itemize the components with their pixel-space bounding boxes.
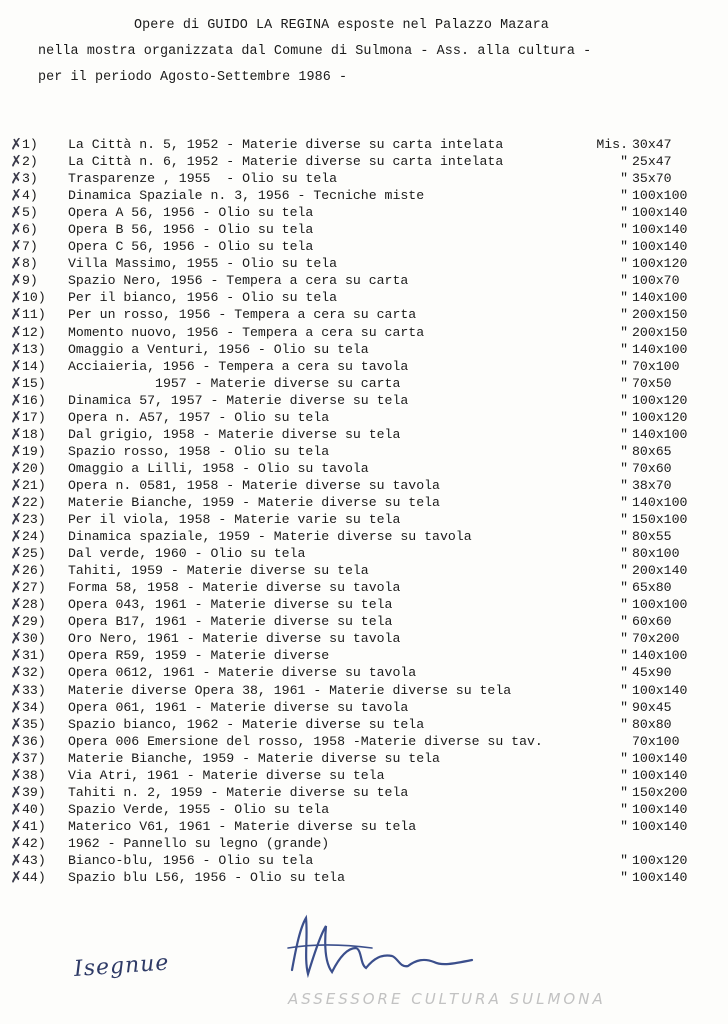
item-ditto-mark: " xyxy=(620,852,628,868)
list-item xyxy=(10,170,710,187)
item-number: 29) xyxy=(22,614,46,630)
list-item xyxy=(10,835,710,852)
item-size: 80x100 xyxy=(632,546,680,562)
item-ditto-mark: " xyxy=(620,597,628,613)
list-item xyxy=(10,460,710,477)
item-number: 39) xyxy=(22,784,46,800)
item-ditto-mark: " xyxy=(620,767,628,783)
item-title: Acciaieria, 1956 - Tempera a cera su tavola xyxy=(68,358,409,374)
check-mark-icon: ✗ xyxy=(9,321,24,342)
item-ditto-mark: " xyxy=(620,750,628,766)
item-size: 100x140 xyxy=(632,205,688,221)
item-number: 42) xyxy=(22,835,46,851)
item-number: 13) xyxy=(22,341,46,357)
item-size: 80x80 xyxy=(632,716,672,732)
list-item xyxy=(10,647,710,664)
item-title: Materie diverse Opera 38, 1961 - Materie diverse su tela xyxy=(68,682,512,698)
item-title: Omaggio a Venturi, 1956 - Olio su tela xyxy=(68,341,369,357)
item-size: 100x120 xyxy=(632,409,688,425)
item-size: 140x100 xyxy=(632,494,688,510)
list-item xyxy=(10,238,710,255)
item-number: 2) xyxy=(22,154,38,170)
list-item xyxy=(10,511,710,528)
item-ditto-mark: " xyxy=(620,171,628,187)
check-mark-icon: ✗ xyxy=(9,645,24,666)
item-number: 33) xyxy=(22,682,46,698)
item-ditto-mark: " xyxy=(620,205,628,221)
item-ditto-mark: " xyxy=(620,307,628,323)
item-size: 140x100 xyxy=(632,341,688,357)
check-mark-icon: ✗ xyxy=(9,390,24,410)
check-mark-icon: ✗ xyxy=(9,287,24,308)
item-size: 100x140 xyxy=(632,818,688,834)
check-mark-icon: ✗ xyxy=(9,475,24,495)
item-size: 65x80 xyxy=(632,580,672,596)
check-mark-icon: ✗ xyxy=(9,816,24,836)
header-line-1: Opere di GUIDO LA REGINA esposte nel Palazzo Mazara xyxy=(134,18,549,33)
list-item xyxy=(10,272,710,289)
item-size: 30x47 xyxy=(632,137,672,152)
item-title: Dinamica Spaziale n. 3, 1956 - Tecniche miste xyxy=(68,188,425,204)
item-ditto-mark: " xyxy=(620,392,628,408)
check-mark-icon: ✗ xyxy=(9,662,24,683)
item-ditto-mark: " xyxy=(620,529,628,545)
item-number: 28) xyxy=(22,597,46,613)
item-title: Oro Nero, 1961 - Materie diverse su tavola xyxy=(68,631,401,647)
item-size: 140x100 xyxy=(632,290,688,306)
list-item xyxy=(10,801,710,818)
check-mark-icon: ✗ xyxy=(9,782,24,802)
item-size: 80x65 xyxy=(632,443,672,459)
item-size: 100x140 xyxy=(632,870,688,886)
list-item xyxy=(10,392,710,409)
list-item xyxy=(10,784,710,801)
item-ditto-mark: " xyxy=(620,290,628,306)
item-number: 19) xyxy=(22,443,46,459)
item-size: 150x200 xyxy=(632,784,688,800)
item-number: 41) xyxy=(22,818,46,834)
item-size: 100x120 xyxy=(632,392,688,408)
list-item xyxy=(10,255,710,272)
list-item xyxy=(10,426,710,443)
list-item xyxy=(10,733,710,750)
item-ditto-mark: " xyxy=(620,154,628,170)
item-title: Spazio rosso, 1958 - Olio su tela xyxy=(68,443,330,459)
item-ditto-mark: " xyxy=(620,546,628,562)
item-size: 70x200 xyxy=(632,631,680,647)
item-number: 11) xyxy=(22,307,46,323)
item-size: 100x140 xyxy=(632,801,688,817)
list-item xyxy=(10,409,710,426)
list-item xyxy=(10,545,710,562)
check-mark-icon: ✗ xyxy=(9,458,24,478)
check-mark-icon: ✗ xyxy=(9,134,24,154)
check-mark-icon: ✗ xyxy=(9,560,24,580)
item-number: 36) xyxy=(22,733,46,749)
item-title: 1957 - Materie diverse su carta xyxy=(68,375,401,391)
item-number: 6) xyxy=(22,222,38,238)
item-number: 16) xyxy=(22,392,46,408)
item-number: 18) xyxy=(22,426,46,442)
item-number: 21) xyxy=(22,477,46,493)
list-item xyxy=(10,187,710,204)
item-number: 40) xyxy=(22,801,46,817)
item-size: 70x60 xyxy=(632,460,672,476)
item-number: 25) xyxy=(22,546,46,562)
item-title: Tahiti, 1959 - Materie diverse su tela xyxy=(68,563,369,579)
item-number: 10) xyxy=(22,290,46,306)
item-title: Via Atri, 1961 - Materie diverse su tela xyxy=(68,767,385,783)
item-title: Momento nuovo, 1956 - Tempera a cera su carta xyxy=(68,324,425,340)
item-title: Opera n. A57, 1957 - Olio su tela xyxy=(68,409,330,425)
check-mark-icon: ✗ xyxy=(9,168,24,188)
item-ditto-mark: " xyxy=(620,426,628,442)
check-mark-icon: ✗ xyxy=(9,833,24,853)
item-ditto-mark: " xyxy=(620,818,628,834)
item-ditto-mark: " xyxy=(620,563,628,579)
item-title: Opera B 56, 1956 - Olio su tela xyxy=(68,222,314,238)
item-number: 31) xyxy=(22,648,46,664)
item-size: 70x50 xyxy=(632,375,672,391)
item-ditto-mark: " xyxy=(620,580,628,596)
item-title: Forma 58, 1958 - Materie diverse su tavola xyxy=(68,580,401,596)
item-ditto-mark: " xyxy=(620,188,628,204)
item-ditto-mark: " xyxy=(620,358,628,374)
list-item xyxy=(10,204,710,221)
item-title: Trasparenze , 1955 - Olio su tela xyxy=(68,171,338,187)
check-mark-icon: ✗ xyxy=(9,765,24,785)
item-number: 27) xyxy=(22,580,46,596)
list-item xyxy=(10,358,710,375)
item-ditto-mark: " xyxy=(620,716,628,732)
item-ditto-mark: " xyxy=(620,682,628,698)
item-ditto-mark: " xyxy=(620,494,628,510)
check-mark-icon: ✗ xyxy=(9,151,24,171)
item-title: Spazio blu L56, 1956 - Olio su tela xyxy=(68,870,345,886)
item-size: 140x100 xyxy=(632,648,688,664)
list-item xyxy=(10,136,710,153)
item-title: Per un rosso, 1956 - Tempera a cera su carta xyxy=(68,307,417,323)
item-title: Dinamica 57, 1957 - Materie diverse su tela xyxy=(68,392,409,408)
item-size: 80x55 xyxy=(632,529,672,545)
item-number: 3) xyxy=(22,171,38,187)
check-mark-icon: ✗ xyxy=(9,270,24,291)
check-mark-icon: ✗ xyxy=(9,543,24,563)
item-title: Opera R59, 1959 - Materie diverse xyxy=(68,648,330,664)
check-mark-icon: ✗ xyxy=(9,714,24,734)
item-ditto-mark: " xyxy=(620,614,628,630)
item-ditto-mark: " xyxy=(620,460,628,476)
item-ditto-mark: " xyxy=(620,239,628,255)
list-item xyxy=(10,596,710,613)
document-header xyxy=(38,13,698,91)
item-number: 44) xyxy=(22,870,46,886)
item-number: 43) xyxy=(22,852,46,868)
item-title: Bianco-blu, 1956 - Olio su tela xyxy=(68,852,314,868)
check-mark-icon: ✗ xyxy=(9,628,24,649)
check-mark-icon: ✗ xyxy=(9,594,24,614)
header-line-2: nella mostra organizzata dal Comune di Sulmona - Ass. alla cultura - xyxy=(38,44,592,59)
list-item xyxy=(10,221,710,238)
list-item xyxy=(10,375,710,392)
item-ditto-mark: " xyxy=(620,665,628,681)
item-number: 32) xyxy=(22,665,46,681)
item-size: 70x100 xyxy=(632,733,680,749)
item-number: 15) xyxy=(22,375,46,391)
check-mark-icon: ✗ xyxy=(9,679,24,700)
check-mark-icon: ✗ xyxy=(9,850,24,870)
list-item xyxy=(10,750,710,767)
item-size: 100x140 xyxy=(632,682,688,698)
check-mark-icon: ✗ xyxy=(9,731,24,751)
item-number: 8) xyxy=(22,256,38,272)
item-ditto-mark: " xyxy=(620,699,628,715)
item-size: 35x70 xyxy=(632,171,672,187)
item-number: 9) xyxy=(22,273,38,289)
check-mark-icon: ✗ xyxy=(9,356,24,376)
check-mark-icon: ✗ xyxy=(9,202,24,222)
item-number: 38) xyxy=(22,767,46,783)
list-item xyxy=(9,321,710,342)
check-mark-icon: ✗ xyxy=(9,509,24,529)
list-item xyxy=(10,852,710,869)
item-number: 4) xyxy=(22,188,38,204)
item-title: Spazio bianco, 1962 - Materie diverse su tela xyxy=(68,716,425,732)
item-ditto-mark: " xyxy=(620,273,628,289)
item-ditto-mark: " xyxy=(620,648,628,664)
check-mark-icon: ✗ xyxy=(9,373,24,393)
check-mark-icon: ✗ xyxy=(9,441,24,461)
list-item xyxy=(10,869,710,886)
item-size: 100x120 xyxy=(632,852,688,868)
item-ditto-mark: " xyxy=(620,341,628,357)
list-item xyxy=(10,477,710,494)
check-mark-icon: ✗ xyxy=(9,611,24,631)
item-size: 200x150 xyxy=(632,324,688,340)
item-title: Materie Bianche, 1959 - Materie diverse su tela xyxy=(68,750,440,766)
check-mark-icon: ✗ xyxy=(9,304,24,325)
list-item xyxy=(10,613,710,630)
item-title: La Città n. 5, 1952 - Materie diverse su carta intelata xyxy=(68,137,504,152)
item-size: 200x150 xyxy=(632,307,688,323)
item-size: 60x60 xyxy=(632,614,672,630)
item-title: Opera 0612, 1961 - Materie diverse su tavola xyxy=(68,665,417,681)
list-item xyxy=(10,630,710,647)
item-number: 34) xyxy=(22,699,46,715)
item-size: 90x45 xyxy=(632,699,672,715)
check-mark-icon: ✗ xyxy=(9,577,24,597)
signature-stroke xyxy=(292,918,472,974)
item-title: Per il bianco, 1956 - Olio su tela xyxy=(68,290,338,306)
item-number: 24) xyxy=(22,529,46,545)
item-ditto-mark: Mis. xyxy=(596,137,628,152)
item-number: 35) xyxy=(22,716,46,732)
left-signature-text: Isegnue xyxy=(73,950,171,983)
list-item xyxy=(10,562,710,579)
item-size: 100x140 xyxy=(632,750,688,766)
item-size: 38x70 xyxy=(632,477,672,493)
item-size: 100x120 xyxy=(632,256,688,272)
check-mark-icon: ✗ xyxy=(9,185,24,205)
list-item xyxy=(10,767,710,784)
item-number: 30) xyxy=(22,631,46,647)
item-title: Spazio Nero, 1956 - Tempera a cera su carta xyxy=(68,273,409,289)
item-title: Opera 043, 1961 - Materie diverse su tela xyxy=(68,597,393,613)
item-number: 20) xyxy=(22,460,46,476)
item-number: 22) xyxy=(22,494,46,510)
item-ditto-mark: " xyxy=(620,477,628,493)
item-title: Spazio Verde, 1955 - Olio su tela xyxy=(68,801,330,817)
list-item xyxy=(10,818,710,835)
item-number: 5) xyxy=(22,205,38,221)
item-number: 14) xyxy=(22,358,46,374)
list-item xyxy=(10,443,710,460)
item-size: 70x100 xyxy=(632,358,680,374)
check-mark-icon: ✗ xyxy=(9,236,24,256)
item-size: 100x100 xyxy=(632,188,688,204)
item-size: 25x47 xyxy=(632,154,672,170)
item-title: Opera B17, 1961 - Materie diverse su tela xyxy=(68,614,393,630)
item-size: 100x140 xyxy=(632,767,688,783)
item-size: 100x70 xyxy=(632,273,680,289)
check-mark-icon: ✗ xyxy=(9,799,24,819)
item-title: Tahiti n. 2, 1959 - Materie diverse su tela xyxy=(68,784,409,800)
check-mark-icon: ✗ xyxy=(9,492,24,512)
item-size: 100x140 xyxy=(632,222,688,238)
check-mark-icon: ✗ xyxy=(9,407,24,427)
item-size: 140x100 xyxy=(632,426,688,442)
list-item xyxy=(10,289,710,306)
check-mark-icon: ✗ xyxy=(9,219,24,239)
item-ditto-mark: " xyxy=(620,409,628,425)
item-ditto-mark: " xyxy=(620,222,628,238)
item-size: 100x100 xyxy=(632,597,688,613)
item-ditto-mark: " xyxy=(620,375,628,391)
artwork-list xyxy=(10,136,710,886)
item-title: Dal grigio, 1958 - Materie diverse su tela xyxy=(68,426,401,442)
item-ditto-mark: " xyxy=(620,801,628,817)
list-item xyxy=(10,579,710,596)
left-signature xyxy=(72,936,242,996)
list-item xyxy=(10,494,710,511)
item-size: 200x140 xyxy=(632,563,688,579)
list-item xyxy=(10,664,710,681)
list-item xyxy=(10,716,710,733)
item-number: 37) xyxy=(22,750,46,766)
check-mark-icon: ✗ xyxy=(9,424,24,444)
item-ditto-mark: " xyxy=(620,324,628,340)
check-mark-icon: ✗ xyxy=(9,867,24,887)
item-ditto-mark: " xyxy=(620,512,628,528)
item-number: 23) xyxy=(22,512,46,528)
item-title: 1962 - Pannello su legno (grande) xyxy=(68,835,330,851)
list-item xyxy=(10,306,710,323)
item-title: Opera n. 0581, 1958 - Materie diverse su tavola xyxy=(68,477,440,493)
item-size: 45x90 xyxy=(632,665,672,681)
item-title: Materie Bianche, 1959 - Materie diverse su tela xyxy=(68,494,440,510)
check-mark-icon: ✗ xyxy=(9,697,24,717)
stamp-text: ASSESSORE CULTURA SULMONA xyxy=(288,990,606,1008)
item-title: Dinamica spaziale, 1959 - Materie diverse su tavola xyxy=(68,529,472,545)
item-ditto-mark: " xyxy=(620,256,628,272)
check-mark-icon: ✗ xyxy=(9,253,24,274)
item-number: 1) xyxy=(22,137,38,152)
item-number: 7) xyxy=(22,239,38,255)
signature-stroke-2 xyxy=(288,945,372,948)
item-title: La Città n. 6, 1952 - Materie diverse su carta intelata xyxy=(68,154,504,170)
item-title: Opera C 56, 1956 - Olio su tela xyxy=(68,239,314,255)
item-title: Villa Massimo, 1955 - Olio su tela xyxy=(68,256,338,272)
item-title: Dal verde, 1960 - Olio su tela xyxy=(68,546,306,562)
list-item xyxy=(10,528,710,545)
item-number: 12) xyxy=(22,324,46,340)
item-title: Opera 061, 1961 - Materie diverse su tavola xyxy=(68,699,409,715)
item-title: Materico V61, 1961 - Materie diverse su tela xyxy=(68,818,417,834)
check-mark-icon: ✗ xyxy=(9,339,24,359)
item-number: 26) xyxy=(22,563,46,579)
item-title: Per il viola, 1958 - Materie varie su tela xyxy=(68,512,401,528)
check-mark-icon: ✗ xyxy=(9,748,24,768)
item-size: 100x140 xyxy=(632,239,688,255)
item-number: 17) xyxy=(22,409,46,425)
list-item xyxy=(9,679,710,700)
list-item xyxy=(10,153,710,170)
list-item xyxy=(10,341,710,358)
item-ditto-mark: " xyxy=(620,870,628,886)
item-title: Opera A 56, 1956 - Olio su tela xyxy=(68,205,314,221)
item-ditto-mark: " xyxy=(620,443,628,459)
header-line-3: per il periodo Agosto-Settembre 1986 - xyxy=(38,70,348,85)
right-signature xyxy=(282,908,502,988)
item-ditto-mark: " xyxy=(620,631,628,647)
item-title: Opera 006 Emersione del rosso, 1958 -Materie diverse su tav. xyxy=(68,733,543,749)
item-size: 150x100 xyxy=(632,512,688,528)
item-title: Omaggio a Lilli, 1958 - Olio su tavola xyxy=(68,460,369,476)
check-mark-icon: ✗ xyxy=(9,526,24,546)
item-ditto-mark: " xyxy=(620,784,628,800)
list-item xyxy=(10,699,710,716)
